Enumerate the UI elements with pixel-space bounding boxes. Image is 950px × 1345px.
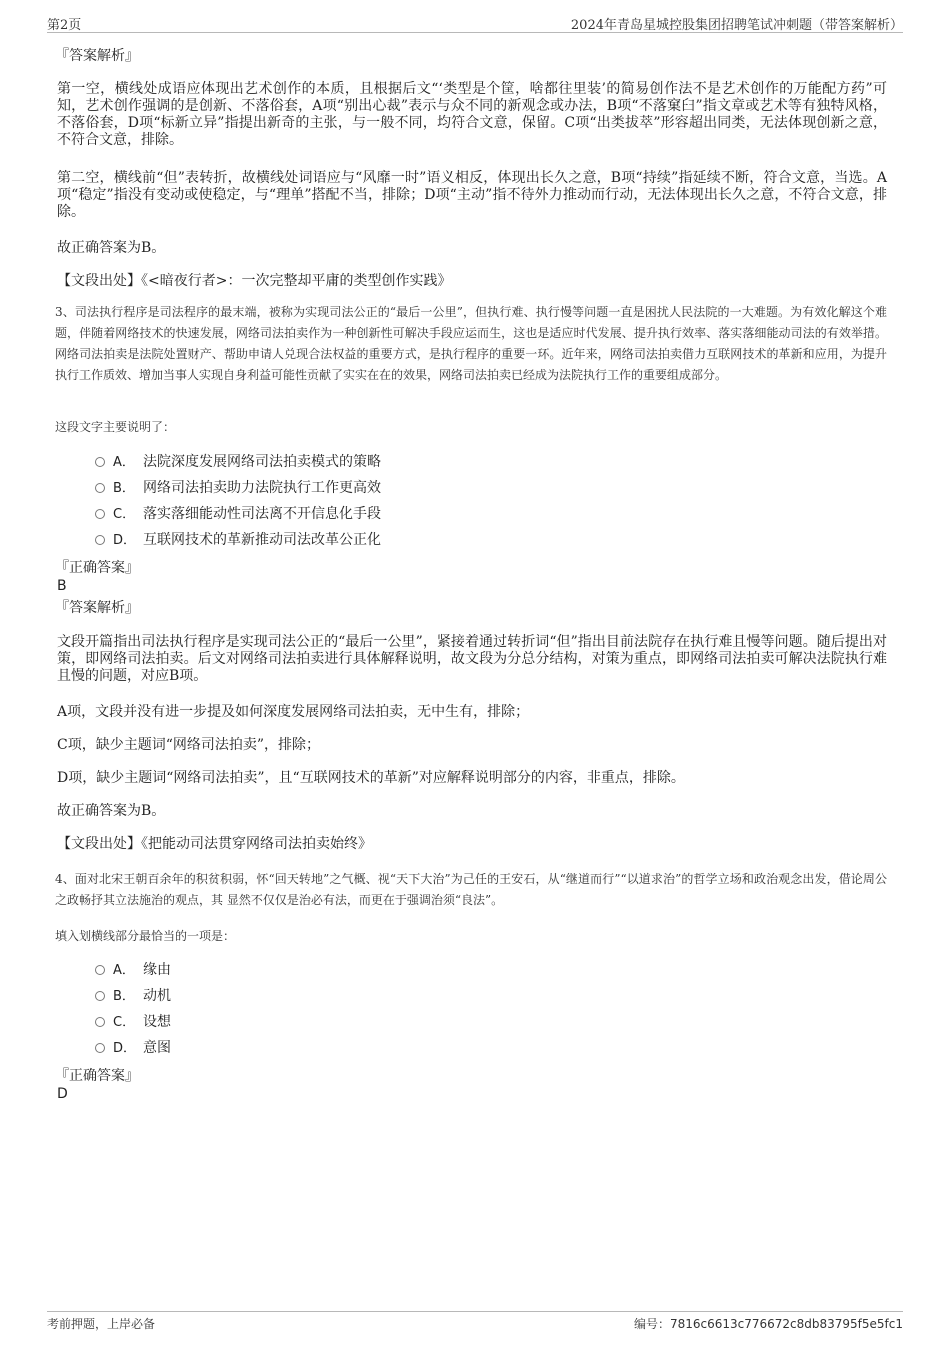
q4-option-b[interactable]: B． 动机 <box>95 988 171 1005</box>
radio-icon[interactable] <box>95 535 105 545</box>
page-number: 第2页 <box>47 18 82 33</box>
q4-option-c[interactable]: C． 设想 <box>95 1014 171 1031</box>
analysis-paragraph: 第二空，横线前“但”表转折，故横线处词语应与“风靡一时”语义相反，体现出长久之意，B项“持续”指延续不断，符合文意，当选。A项“稳定”指没有变动或使稳定，与“理单”搭配不当，排除；D项“主动”指不待外力推动而行动，无法体现出长久之意，不符合文意，排除。 <box>57 170 887 220</box>
analysis-conclusion: 故正确答案为B。 <box>57 803 166 819</box>
question-4-prompt: 填入划横线部分最恰当的一项是： <box>55 929 236 943</box>
footer-slogan: 考前押题，上岸必备 <box>47 1317 156 1331</box>
question-4-text: 4、面对北宋王朝百余年的积贫积弱，怀“回天转地”之气概、视“天下大治”为己任的王安石，从“继道而行”“以道求治”的哲学立场和政治观念出发，借论周公之政畅抒其立法施治的观点，其 显然不仅仅是治必有法，而更在于强调治须“良法”。 <box>55 872 887 907</box>
question-3-prompt: 这段文字主要说明了： <box>55 420 176 434</box>
analysis-paragraph: C项，缺少主题词“网络司法拍卖”，排除； <box>57 737 321 753</box>
q3-option-d[interactable]: D． 互联网技术的革新推动司法改革公正化 <box>95 532 381 549</box>
document-title: 2024年青岛星城控股集团招聘笔试冲刺题（带答案解析） <box>570 18 903 33</box>
radio-icon[interactable] <box>95 483 105 493</box>
analysis-paragraph: D项，缺少主题词“网络司法拍卖”，且“互联网技术的革新”对应解释说明部分的内容，非重点，排除。 <box>57 770 685 786</box>
radio-icon[interactable] <box>95 965 105 975</box>
radio-icon[interactable] <box>95 457 105 467</box>
page-footer <box>47 1311 903 1336</box>
analysis-conclusion: 故正确答案为B。 <box>57 240 166 256</box>
radio-icon[interactable] <box>95 991 105 1001</box>
correct-answer-label: 『正确答案』 <box>55 560 139 576</box>
analysis-paragraph: A项，文段并没有进一步提及如何深度发展网络司法拍卖，无中生有，排除； <box>57 704 530 720</box>
correct-answer: B <box>57 578 67 594</box>
q3-option-b[interactable]: B． 网络司法拍卖助力法院执行工作更高效 <box>95 480 381 497</box>
analysis-label: 『答案解析』 <box>55 600 139 616</box>
q4-option-d[interactable]: D． 意图 <box>95 1040 171 1057</box>
page-header <box>47 12 903 33</box>
analysis-paragraph: 文段开篇指出司法执行程序是实现司法公正的“最后一公里”，紧接着通过转折词“但”指出目前法院存在执行难且慢等问题。随后提出对策，即网络司法拍卖。后文对网络司法拍卖进行具体解释说明，故文段为分总分结构，对策为重点，即网络司法拍卖可解决法院执行难且慢的问题，对应B项。 <box>57 634 887 684</box>
q4-option-a[interactable]: A． 缘由 <box>95 962 171 979</box>
source-citation: 【文段出处】《<暗夜行者>：一次完整却平庸的类型创作实践》 <box>57 273 452 289</box>
analysis-label: 『答案解析』 <box>55 48 139 64</box>
question-3-text: 3、司法执行程序是司法程序的最末端，被称为实现司法公正的“最后一公里”，但执行难、执行慢等问题一直是困扰人民法院的一大难题。为有效化解这个难题，伴随着网络技术的快速发展，网络司法拍卖作为一种创新性可解决手段应运而生，这也是适应时代发展、提升执行效率、落实落细能动司法的有效举措。网络司法拍卖是法院处置财产、帮助申请人兑现合法权益的重要方式，是执行程序的重要一环。近年来，网络司法拍卖借力互联网技术的革新和应用，为提升执行工作质效、增加当事人实现自身利益可能性贡献了实实在在的效果，网络司法拍卖已经成为法院执行工作的重要组成部分。 <box>55 305 887 382</box>
analysis-paragraph: 第一空，横线处成语应体现出艺术创作的本质，且根据后文“‘类型是个筐，啥都往里装’的简易创作法不是艺术创作的万能配方药”可知，艺术创作强调的是创新、不落俗套，A项“别出心裁”表示与众不同的新观念或办法，B项“不落窠臼”指文章或艺术等有独特风格，不落俗套，D项“标新立异”指提出新奇的主张，与一般不同，均符合文意，保留。C项“出类拔萃”形容超出同类，无法体现创新之意，不符合文意，排除。 <box>57 81 887 148</box>
radio-icon[interactable] <box>95 509 105 519</box>
correct-answer: D <box>57 1086 68 1102</box>
q3-option-a[interactable]: A． 法院深度发展网络司法拍卖模式的策略 <box>95 454 381 471</box>
q3-option-c[interactable]: C． 落实落细能动性司法离不开信息化手段 <box>95 506 381 523</box>
document-id: 编号：7816c6613c776672c8db83795f5e5fc1 <box>633 1317 903 1331</box>
radio-icon[interactable] <box>95 1043 105 1053</box>
correct-answer-label: 『正确答案』 <box>55 1068 139 1084</box>
source-citation: 【文段出处】《把能动司法贯穿网络司法拍卖始终》 <box>57 836 372 852</box>
radio-icon[interactable] <box>95 1017 105 1027</box>
